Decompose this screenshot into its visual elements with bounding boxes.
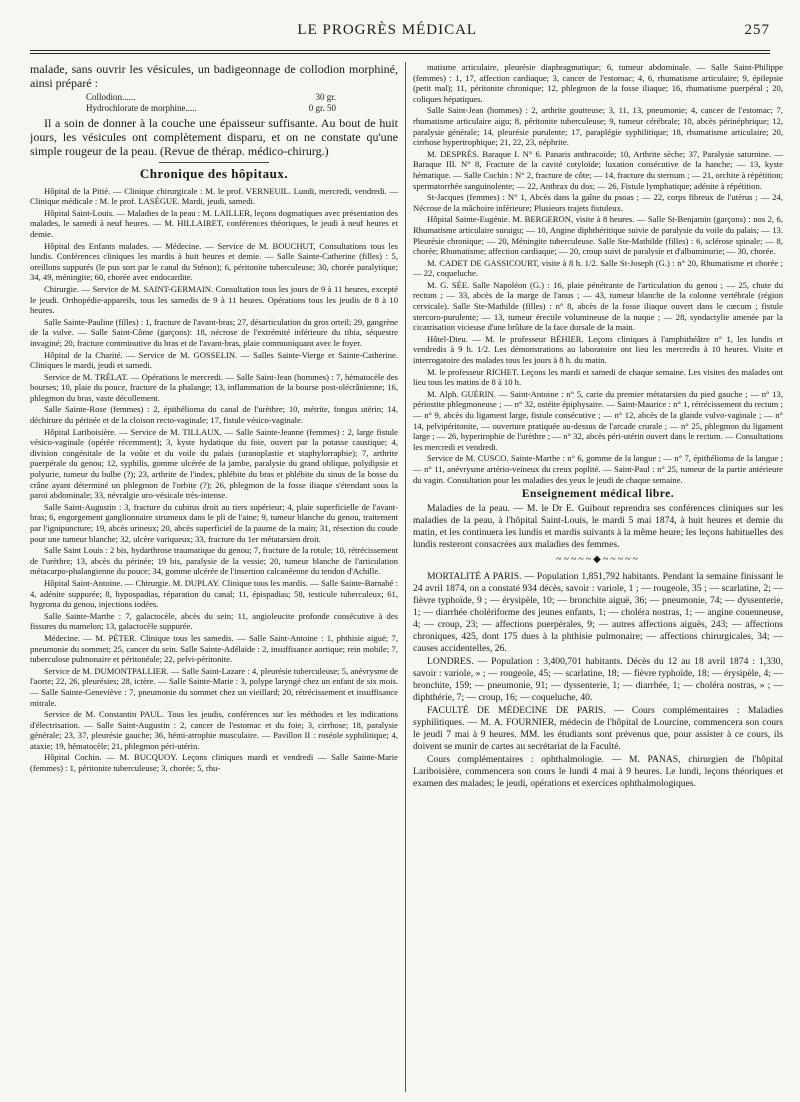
- text-paragraph: Salle Sainte-Marthe : 7, galactocèle, abcès du sein; 11, angioleucite profonde consécutive à des fissures du mamelon; 13, galactocèle suppurée.: [30, 610, 398, 632]
- text-paragraph: Salle Sainte-Pauline (filles) : 1, fracture de l'avant-bras; 27, désarticulation du gros orteil; 29, gangrène de la vulve. — Salle Saint-Côme (garçons): 18, nécrose de l'extrémité inférieure du tibia, séquestre invaginé; 20, fracture comminutive du bras et de l'avant-bras, plaie communiquant avec le foyer.: [30, 316, 398, 348]
- text-paragraph: St-Jacques (femmes) : N° 1, Abcès dans la gaîne du psoas ; — 22, corps fibreux de l'utérus ; — 24, Nécrose de la mâchoire inférieure; Plusieurs trajets fistuleux.: [413, 192, 783, 213]
- text-paragraph: Cours complémentaires : ophthalmologie. — M. PANAS, chirurgien de l'hôpital Lariboisière, commencera son cours le lundi 4 mai à 9 heures. Le lundi, leçons théoriques et examen des malades; le jeudi, opérations et exercices ophthalmologiques.: [413, 754, 783, 790]
- text-paragraph: Service de M. Constantin PAUL. Tous les jeudis, conférences sur les méthodes et les indications d'électrisation. — Salle Saint-Augustin : 2, cancer de l'estomac et du foie; 3, cirrhose; 18, paralysie générale; 23, 37, pleurésie gauche; 36, hémi-atrophie musculaire. — Pavillon II : roséole syphilitique; 4, ataxie; 19, hématocèle; 21, phlegmon péri-utérin.: [30, 709, 398, 751]
- section-separator: [159, 162, 269, 163]
- text-paragraph: Service de M. CUSCO. Sainte-Marthe : n° 6, gomme de la langue ; — n° 7, épithélioma de la langue ; — n° 11, anévrysme artério-veineux du creux poplité. — Saint-Paul : n° 25, tumeur de la partie antérieure du vagin. Consultation pour les maladies des yeux le jeudi de chaque semaine.: [413, 453, 783, 485]
- text-paragraph: Hôpital des Enfants malades. — Médecine. — Service de M. BOUCHUT, Consultations tous les lundis. Conférences cliniques les mardis à huit heures et demie. — Salle Sainte-Catherine (filles) : 5, oreillons suppurés (le pus sort par le canal du Sténon); 6, péritonite tuberculeuse; 30, chorée paralytique; 34, 49, méningite; 60, chorée avec endocardite.: [30, 240, 398, 283]
- formula-ingredient: Collodion......: [86, 92, 136, 102]
- text-paragraph: Hôpital Cochin. — M. BUCQUOY. Leçons cliniques mardi et vendredi — Salle Sainte-Marie (femmes) : 1, péritonite tuberculeuse; 3, chorée; 5, rhu-: [30, 752, 398, 774]
- text-paragraph: M. G. SÉE. Salle Napoléon (G.) : 16, plaie pénétrante de l'articulation du genou ; — 25, chute du rectum ; — 33, abcès de la marge de l'anus ; — 43, tumeur blanche de la colonne vertébrale (région cervicale). Salle Ste-Mathilde (filles) : n° 8, abcès de la fosse iliaque ouvert dans le cœcum ; fistule stercoro-purulente; — 13, tumeur érectile volumineuse de la nuque ; — 28, syndactylie amenée par la cicatrisation vicieuse d'une brûlure de la face dorsale de la main.: [413, 279, 783, 333]
- header-rule: [30, 50, 770, 51]
- right-paragraph-list-a: [413, 62, 783, 485]
- column-divider: [405, 62, 406, 1092]
- text-paragraph: Chirurgie. — Service de M. SAINT-GERMAIN. Consultation tous les jours de 9 à 11 heures, excepté le jeudi. Orthopédie-appareils, tous les samedis de 9 à 11 heures. Opérations tous les jeudis de 8 à 10 heures.: [30, 283, 398, 316]
- text-paragraph: Hôpital Lariboisière. — Service de M. TILLAUX. — Salle Sainte-Jeanne (femmes) : 2, large fistule vésico-vaginale (opérée récemment); 3, kyste hydatique du foie, ouvert par la potasse caustique; 4, division congénitale de la voûte et du voile du palais (uranoplastie et staphylorraphie); 7, arthrite puerpérale du genou; 12, syphilis, gomme ulcérée de la jambe, paralysie du grand oblique, polydipsie et polyurie, tumeur du bulbe (?); 23, arthrite de l'index, phlébite du bras et phlébite du sinus de la bosse du crâne ayant déterminé un phlegmon de l'orbite (?); 26, phlegmon de la fosse iliaque s'étendant sous la paroi abdominale; 33, névralgie uro-vésicale très-intense.: [30, 426, 398, 501]
- ornament-divider: ~~~~~◆~~~~~: [556, 553, 640, 565]
- prescription-formula: [86, 92, 398, 114]
- formula-row: [86, 103, 336, 114]
- journal-title: LE PROGRÈS MÉDICAL: [297, 22, 478, 38]
- text-paragraph: M. le professeur RICHET. Leçons les mardi et samedi de chaque semaine. Les visites des malades ont lieu tous les matins de 8 à 10 h.: [413, 366, 783, 388]
- after-formula-paragraph: Il a soin de donner à la couche une épaisseur suffisante. Au bout de huit jours, les vésicules ont complètement disparu, et on ne constate qu'une simple rougeur de la peau. (Revue de thérap. médico-chirurg.): [30, 116, 398, 158]
- text-paragraph: Hôpital de la Charité. — Service de M. GOSSELIN. — Salles Sainte-Vierge et Sainte-Catherine. Cliniques le mardi, jeudi et samedi.: [30, 349, 398, 371]
- text-paragraph: Hôpital Saint-Antoine. — Chirurgie. M. DUPLAY. Clinique tous les mardis. — Salle Sainte-Barnabé : 4, adénite suppurée; 8, hypospadias, réparation du canal; 11, épispadias; 58, testicule tuberculeux; 61, hygroma du genou, injections iodées.: [30, 577, 398, 610]
- text-paragraph: matisme articulaire, pleurésie diaphragmatique; 6, tumeur abdominale. — Salle Saint-Philippe (femmes) : 1, 17, affection cardiaque; 3, cancer de l'estomac; 4, 6, rhumatisme articulaire; 9, épilepsie (petit mal); 11, péritonite chronique; 12, phlegmon de la fosse iliaque; 16, rhumatisme puerpéral ; 20, coliques hépatiques.: [413, 62, 783, 104]
- text-paragraph: Médecine. — M. PÉTER. Clinique tous les samedis. — Salle Saint-Antoine : 1, phthisie aiguë; 7, pneumonie du sommet; 25, cancer du sein. Salle Sainte-Adélaïde : 2, insuffisance aortique; rein mobile; 7, tuberculose pulmonaire et péritonéale; 22, pelvi-péritonite.: [30, 632, 398, 665]
- left-column: [30, 62, 398, 1092]
- page-header: [30, 22, 770, 44]
- text-paragraph: MORTALITÉ A PARIS. — Population 1,851,792 habitants. Pendant la semaine finissant le 24 avril 1874, on a constaté 934 décès, savoir : variole, 1 ; — rougeole, 35 ; — scarlatine, 2; — fièvre typhoïde, 9 ; — érysipèle, 10; — bronchite aiguë, 36; — pneumonie, 74; — dyssenterie, 1; — diarrhée cholériforme des jeunes enfants, 1; — choléra nostras, 1; — angine couenneuse, 4; — croup, 23; — affections puerpérales, 9; — autres affections aiguës, 243; — affections chroniques, 425, dont 175 dues à la phthisie pulmonaire; — affections chirurgicales, 34; — causes accidentelles, 26.: [413, 571, 783, 655]
- text-paragraph: FACULTÉ DE MÉDECINE DE PARIS. — Cours complémentaires : Maladies syphilitiques. — M. A. FOURNIER, médecin de l'hôpital de Lourcine, commencera son cours le jeudi 7 mai à 9 heures. MM. les étudiants sont prévenus que, pour assister à ce cours, ils doivent se munir de cartes au secrétariat de la Faculté.: [413, 705, 783, 753]
- text-paragraph: Salle Saint Louis : 2 bis, hydarthrose traumatique du genou; 7, fracture de la rotule; 10, rétrécissement de l'urèthre; 13, abcès du périnée; 19 bis, paralysie de la vessie; 20, tumeur blanche de l'articulation métacarpo-phalangienne du pouce; 34, gomme ulcérée de l'insertion calcanéenne du tendon d'Achille.: [30, 545, 398, 577]
- text-paragraph: M. Alph. GUÉRIN. — Saint-Antoine : n° 5, carie du premier métatarsien du pied gauche ; — n° 13, périostite phlegmoneuse ; — n° 32, ostéite épiphysaire. — Saint-Maurice : n° 1, rétrécissement du rectum ; — n° 9, abcès du ligament large, fistule consécutive ; — n° 12, abcès de la glande vulvo-vaginale ; — n° 14, pelvipéritonite, — ouverture pratiquée au-dessus de l'arcade crurale ; — n° 25, phlegmon du ligament large ; — 26, hyperirophie de l'urèthre ; — n° 32, abcès péri-utérin ouvert dans le rectum. — Consultations les mercredi et vendredi.: [413, 388, 783, 452]
- formula-ingredient: Hydrochlorate de morphine.....: [86, 103, 197, 113]
- section-title-chronique: Chronique des hôpitaux.: [139, 166, 289, 181]
- text-paragraph: Salle Sainte-Rose (femmes) : 2, épithélioma du canal de l'urèthre; 10, métrite, fongus utérin; 14, déchirure du périnée et de la cloison recto-vaginale; 17, fistule vésico-vaginale.: [30, 404, 398, 426]
- text-paragraph: Hôpital de la Pitié. — Clinique chirurgicale : M. le prof. VERNEUIL. Lundi, mercredi, vendredi. — Clinique médicale : M. le prof. LASÈGUE. Mardi, jeudi, samedi.: [30, 185, 398, 207]
- intro-paragraph: malade, sans ouvrir les vésicules, un badigeonnage de collodion morphiné, ainsi préparé :: [30, 62, 398, 90]
- formula-dose: 0 gr. 50: [308, 103, 336, 113]
- text-paragraph: Hôtel-Dieu. — M. le professeur BÉHIER. Leçons cliniques à l'amphithéâtre n° 1, les lundis et vendredis à 9 h. 1/2. Les démonstrations au laboratoire ont lieu les mercredis à 10 heures. Visite et interrogatoire des malades tous les jours à 8 h. du matin.: [413, 333, 783, 366]
- section-title-enseignement: Enseignement médical libre.: [521, 488, 675, 501]
- left-paragraph-list: [30, 186, 398, 774]
- formula-dose: 30 gr.: [315, 92, 336, 102]
- text-paragraph: Salle Saint-Augustin : 3, fracture du cubitus droit au tiers supérieur; 4, plaie superficielle de l'avant-bras; 6, engorgement ganglionnaire strumeux dans le pli de l'aine; 9, tumeur blanche du genou, traitement par l'ignipuncture; 19, abcès urineux; 20, abcès superficiel de la paume de la main; 31, résection du coude pour une tumeur blanche; 32, ulcère variqueux; 33, fracture du 1er métatarsien droit.: [30, 501, 398, 544]
- text-paragraph: Hôpital Sainte-Eugénie. M. BERGERON, visite à 8 heures. — Salle St-Benjamin (garçons) : nos 2, 6, Rhumatisme articulaire suraigu; — 10, Angine diphthéritique suivie de paralysie du voile du palais; — 13. Pleurésie chronique; — 20, Méningite tuberculeuse. Salle Ste-Mathilde (filles) : 6, sclérose spinale; — 8, chorée; Rhumatisme; affection cardiaque; — 20, croup suivi de paralysie et d'albuminurie; — 30, chorée.: [413, 214, 783, 257]
- right-paragraph-list-b: [413, 571, 783, 790]
- formula-row: [86, 92, 336, 103]
- enseignement-paragraph: Maladies de la peau. — M. le Dr E. Guibout reprendra ses conférences cliniques sur les maladies de la peau, à l'hôpital Saint-Louis, le mardi 5 mai 1874, à huit heures et demie du matin, et les continuera les lundis et mardis suivants à la même heure; les leçons habituelles des lundis resteront consacrées aux maladies des femmes.: [413, 502, 783, 550]
- text-paragraph: Service de M. DUMONTPALLIER. — Salle Saint-Lazare : 4, pleurésie tuberculeuse; 5, anévrysme de l'aorte; 22, 26, pleurésies; 28, ictère. — Salle Sainte-Marie : 3, polype laryngé chez un enfant de six mois. — Salle Sainte-Geneviève : 7, pneumonie du sommet chez un vieillard; 20, rétrécissement et insuffisance mitrale.: [30, 665, 398, 708]
- right-column: [413, 62, 783, 1092]
- header-rule-double: [30, 53, 770, 54]
- text-paragraph: Salle Saint-Jean (hommes) : 2, arthrite goutteuse; 3, 11, 13, pneumonie; 4, cancer de l'estomac; 7, rhumatisme articulaire aigu; 8, péritonite tuberculeuse; 9, tumeur cérébrale; 10, abcès périnéphrique; 12, paralysie générale; 14, pleurésie purulente; 17, paraplégie syphilitique; 18, rhumatisme articulaire; 20, cirrhose hypertrophique; 21, 22, 23, néphrite.: [413, 105, 783, 148]
- page-number: 257: [744, 22, 770, 38]
- text-paragraph: LONDRES. — Population : 3,400,701 habitants. Décès du 12 au 18 avril 1874 : 1,330, savoir : variole, » ; — rougeole, 45; — scarlatine, 18; — fièvre typhoïde, 18; — érysipèle, 4; — bronchite, 159; — pneumonie, 91; — dyssenterie, 1; — diarrhée, 1; — choléra nostras, » ; — diphthérie, 7; — croup, 16; — coqueluche, 40.: [413, 656, 783, 704]
- text-paragraph: M. CADET DE GASSICOURT, visite à 8 h. 1/2. Salle St-Joseph (G.) : n° 20, Rhumatisme et chorée ; — 22, coqueluche.: [413, 257, 783, 279]
- text-paragraph: Service de M. TRÉLAT. — Opérations le mercredi. — Salle Saint-Jean (hommes) : 7, hématocèle des bourses; 10, plaie du pouce, fracture de la phalange; 13, inflammation de la bourse post-olécrânienne; 16, phlegmon du bras, vaste décollement.: [30, 371, 398, 403]
- text-paragraph: Hôpital Saint-Louis. — Maladies de la peau : M. LAILLER, leçons dogmatiques avec présentation des malades, le samedi à neuf heures. — M. HILLAIRET, conférences théoriques, le jeudi à neuf heures et demie.: [30, 207, 398, 239]
- text-paragraph: M. DESPRÈS. Baraque I. N° 6. Panaris anthracoïde; 10, Arthrite sèche; 37, Paralysie saturnine. — Baraque III. N° 8, Fracture de la cavité cotyloïde; luxation consécutive de la hanche; — 13, kyste hématique. — Salle Cochin : N° 2, fracture de côte; — 14, fracture du sternum ; — 21, orchite à répétition; spermatorrhée sanguinolente; — 22, Anthrax du dos; — 26, Fistule lymphatique; adénite à répétition.: [413, 148, 783, 191]
